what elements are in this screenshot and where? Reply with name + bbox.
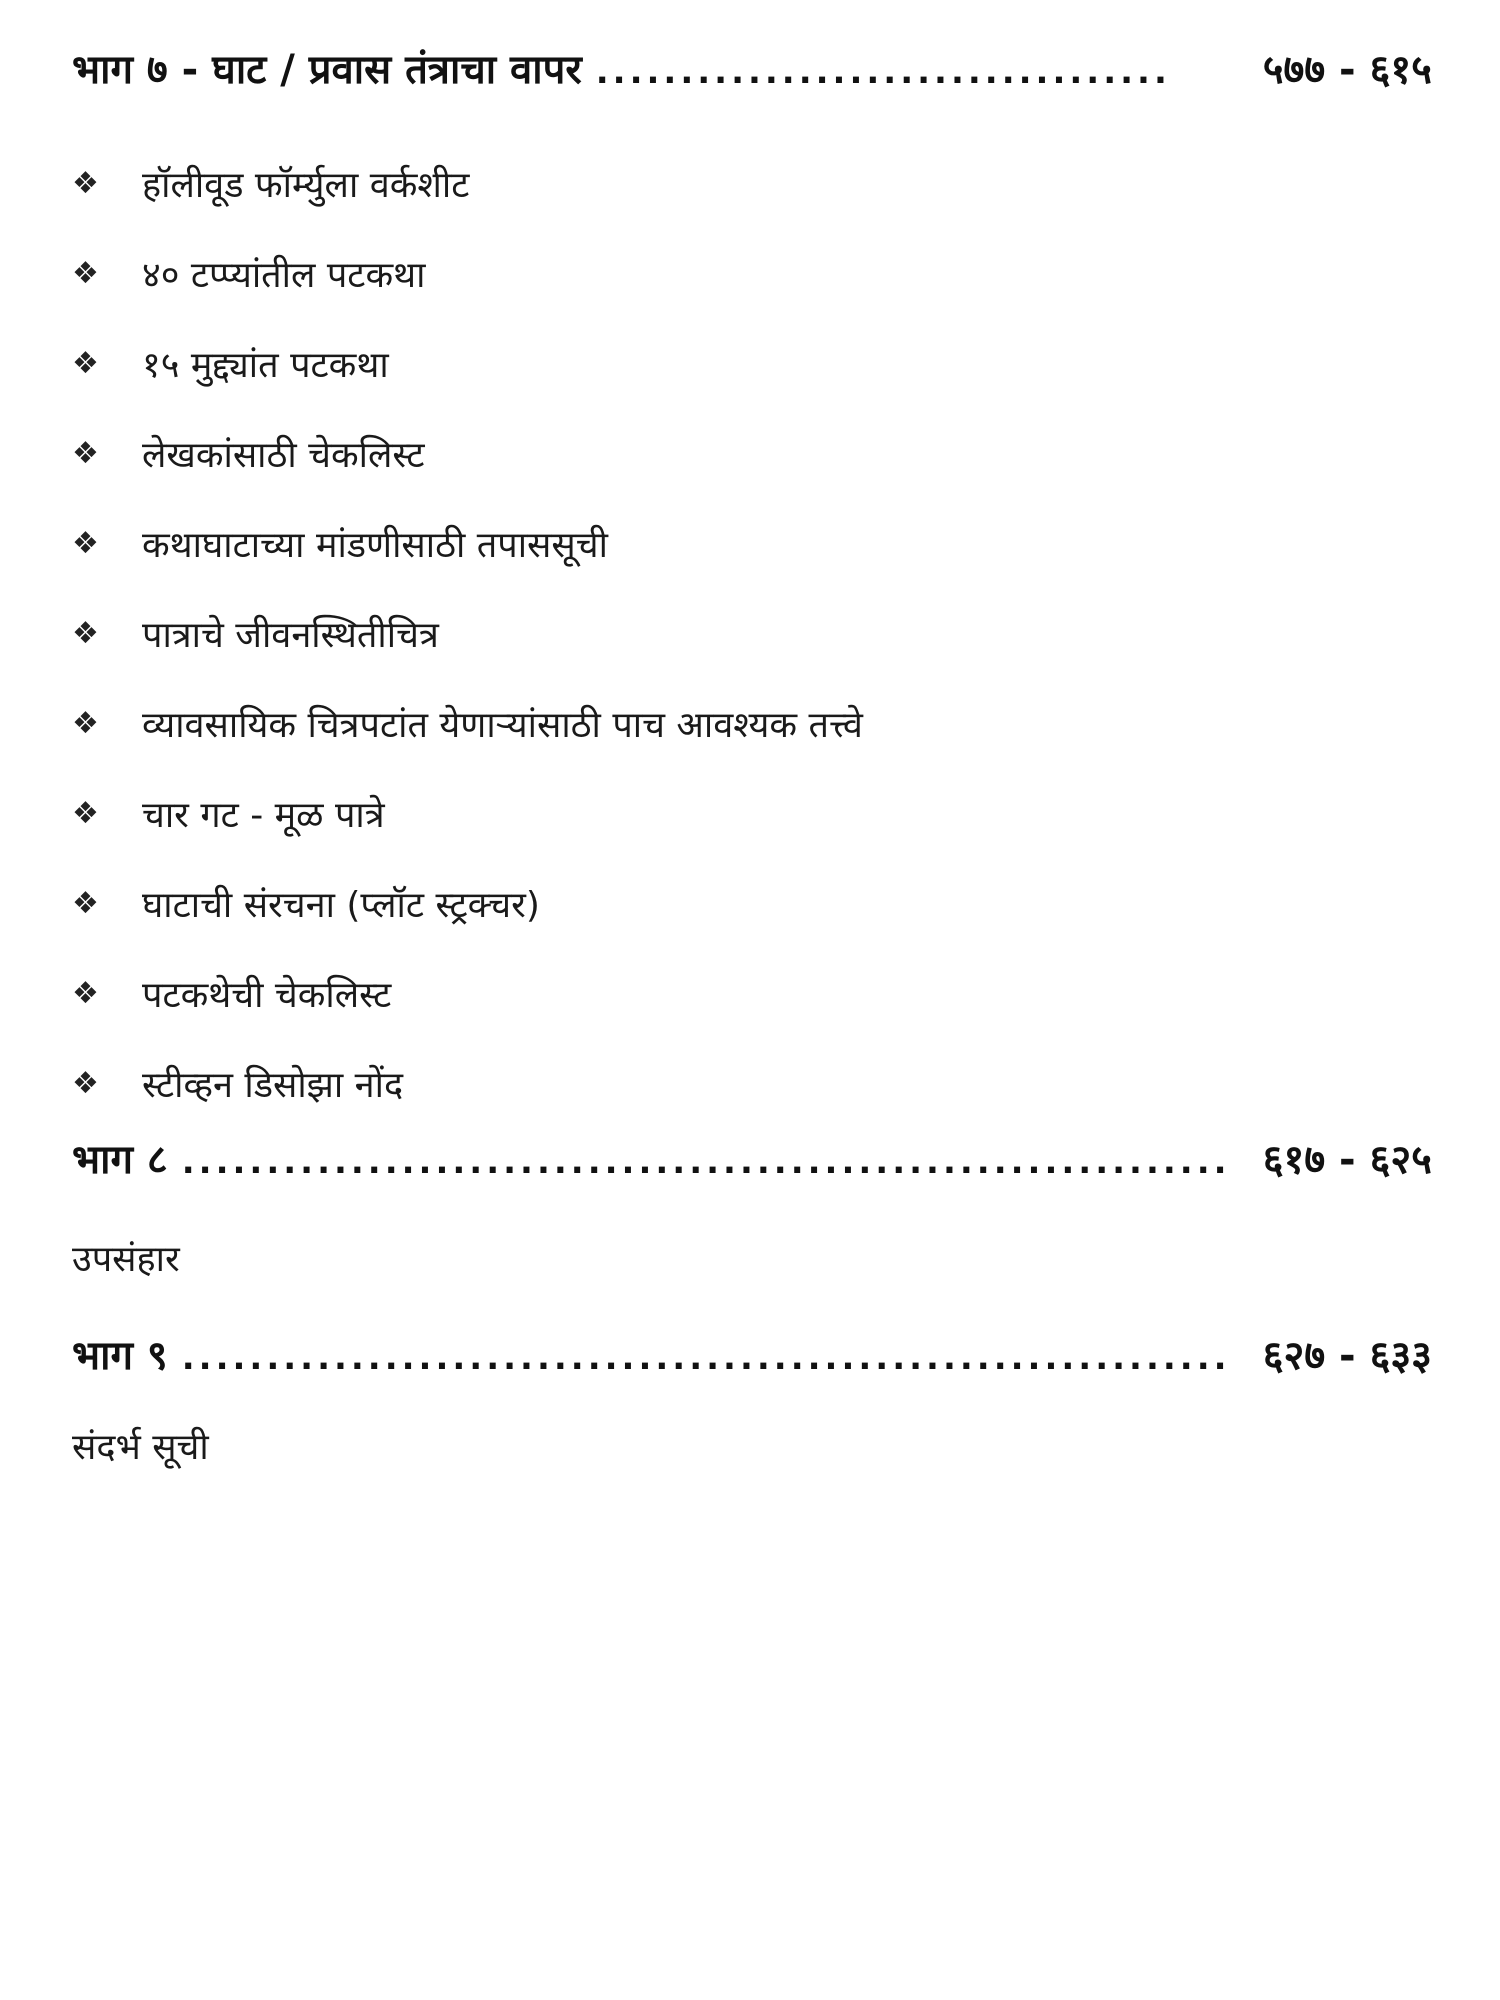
- list-item: [72, 498, 863, 588]
- diamond-bullet-icon: ❖: [72, 1065, 99, 1101]
- part7-heading: [72, 44, 1432, 98]
- list-item: [72, 138, 863, 228]
- list-item: [72, 408, 863, 498]
- list-item-label: लेखकांसाठी चेकलिस्ट: [142, 434, 425, 476]
- list-item-label: व्यावसायिक चित्रपटांत येणाऱ्यांसाठी पाच आवश्यक तत्त्वे: [142, 704, 863, 746]
- part9-subtitle: संदर्भ सूची: [72, 1427, 209, 1468]
- part9-leader-dots: ..............................................................: [181, 1338, 1231, 1378]
- part7-item-list: [72, 138, 863, 1128]
- part9-title: भाग ९: [72, 1333, 168, 1379]
- part8-leader-dots: ..............................................................: [181, 1142, 1231, 1182]
- list-item: [72, 318, 863, 408]
- list-item-label: चार गट - मूळ पात्रे: [142, 794, 385, 836]
- diamond-bullet-icon: ❖: [72, 345, 99, 381]
- diamond-bullet-icon: ❖: [72, 435, 99, 471]
- list-item-label: ४० टप्प्यांतील पटकथा: [142, 254, 426, 296]
- list-item-label: पात्राचे जीवनस्थितीचित्र: [142, 614, 439, 656]
- part7-page-range: ५७७ - ६१५: [1262, 47, 1432, 93]
- part8-heading: [72, 1134, 1432, 1188]
- diamond-bullet-icon: ❖: [72, 255, 99, 291]
- list-item-label: स्टीव्हन डिसोझा नोंद: [142, 1064, 404, 1106]
- list-item-label: घाटाची संरचना (प्लॉट स्ट्रक्चर): [142, 884, 540, 926]
- list-item-label: पटकथेची चेकलिस्ट: [142, 974, 392, 1016]
- list-item: [72, 228, 863, 318]
- list-item: [72, 858, 863, 948]
- diamond-bullet-icon: ❖: [72, 705, 99, 741]
- list-item-label: कथाघाटाच्या मांडणीसाठी तपाससूची: [142, 524, 608, 566]
- list-item: [72, 1038, 863, 1128]
- list-item: [72, 678, 863, 768]
- part7-leader-dots: ..................................: [595, 52, 1171, 92]
- list-item: [72, 588, 863, 678]
- diamond-bullet-icon: ❖: [72, 525, 99, 561]
- list-item: [72, 948, 863, 1038]
- part8-subtitle: उपसंहार: [72, 1239, 180, 1280]
- diamond-bullet-icon: ❖: [72, 165, 99, 201]
- part9-page-range: ६२७ - ६३३: [1262, 1333, 1432, 1379]
- part7-title: भाग ७ - घाट / प्रवास तंत्राचा वापर: [72, 47, 582, 93]
- diamond-bullet-icon: ❖: [72, 795, 99, 831]
- diamond-bullet-icon: ❖: [72, 615, 99, 651]
- part8-page-range: ६१७ - ६२५: [1262, 1137, 1432, 1183]
- part9-heading: [72, 1330, 1432, 1384]
- list-item-label: १५ मुद्द्यांत पटकथा: [142, 344, 389, 386]
- diamond-bullet-icon: ❖: [72, 975, 99, 1011]
- list-item-label: हॉलीवूड फॉर्म्युला वर्कशीट: [142, 164, 470, 206]
- diamond-bullet-icon: ❖: [72, 885, 99, 921]
- list-item: [72, 768, 863, 858]
- part8-title: भाग ८: [72, 1137, 168, 1183]
